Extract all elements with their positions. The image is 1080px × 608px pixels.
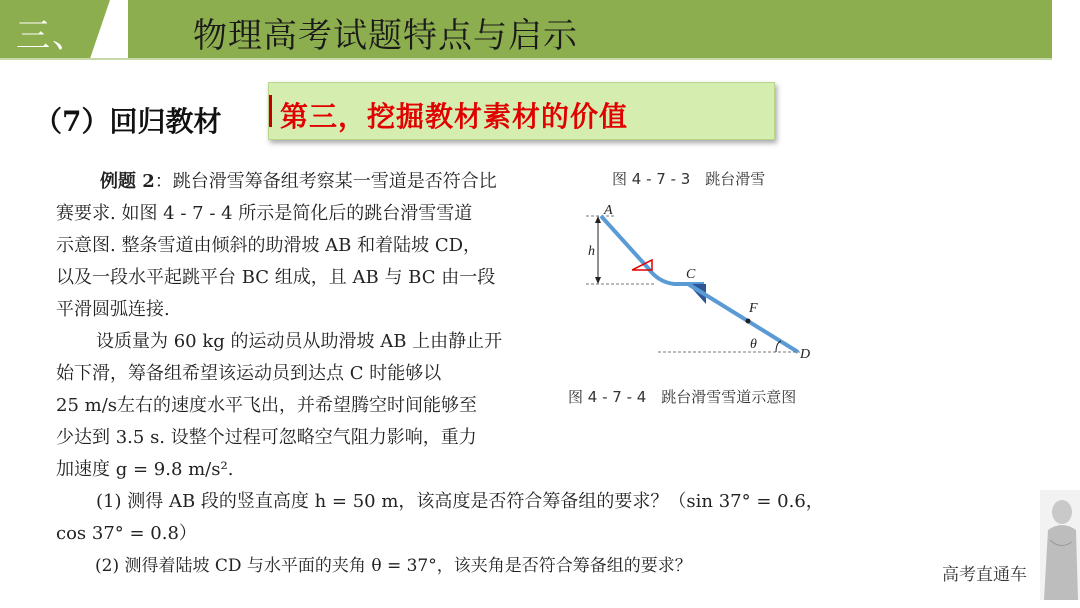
figure-top-caption: 图 4 - 7 - 3 跳台滑雪 <box>612 170 766 188</box>
problem-line: 加速度 g = 9.8 m/s². <box>56 459 234 480</box>
section-number: 三、 <box>16 16 88 56</box>
subheading: （7）回归教材 <box>34 105 222 138</box>
arrow-head <box>595 277 601 284</box>
problem-line: 少达到 3.5 s. 设整个过程可忽略空气阻力影响，重力 <box>56 427 477 448</box>
problem-line <box>100 166 497 199</box>
problem-line: 平滑圆弧连接. <box>56 299 170 320</box>
ski-slope-diagram <box>586 202 826 368</box>
callout-box <box>268 82 775 140</box>
problem-line: 设质量为 60 kg 的运动员从助滑坡 AB 上由静止开 <box>78 331 503 352</box>
page-title: 物理高考试题特点与启示 <box>193 16 578 56</box>
callout-marker <box>269 95 272 127</box>
statue-decoration-icon <box>1040 490 1080 600</box>
callout-text: 第三，挖掘教材素材的价值 <box>280 100 629 133</box>
label-h: h <box>588 244 595 259</box>
label-theta: θ <box>750 337 757 352</box>
header-underline <box>0 58 1052 60</box>
question-1-line-1: (1) 测得 AB 段的竖直高度 h = 50 m，该高度是否符合筹备组的要求？（sin 37° = 0.6， <box>78 491 824 512</box>
label-a: A <box>604 203 613 218</box>
question-1-line-2: cos 37° = 0.8） <box>56 523 197 544</box>
example-label: 例题 2 <box>100 171 155 192</box>
problem-line: 25 m/s左右的速度水平飞出，并希望腾空时间能够至 <box>56 395 477 416</box>
problem-line: 始下滑，筹备组希望该运动员到达点 C 时能够以 <box>56 363 442 384</box>
slope-cd <box>688 284 798 352</box>
problem-line: 以及一段水平起跳平台 BC 组成，且 AB 与 BC 由一段 <box>56 267 496 288</box>
problem-box <box>56 166 848 576</box>
problem-line-text: ：跳台滑雪筹备组考察某一雪道是否符合比 <box>154 171 497 192</box>
watermark-text: 高考直通车 <box>942 565 1027 585</box>
label-d: D <box>800 347 811 362</box>
question-2: (2) 测得着陆坡 CD 与水平面的夹角 θ = 37°，该夹角是否符合筹备组的要求？ <box>78 556 692 576</box>
label-f: F <box>749 301 758 316</box>
point-f <box>746 319 751 324</box>
problem-line: 示意图. 整条雪道由倾斜的助滑坡 AB 和着陆坡 CD， <box>56 235 482 256</box>
figure-bottom-caption: 图 4 - 7 - 4 跳台滑雪雪道示意图 <box>568 388 797 406</box>
problem-line: 赛要求. 如图 4 - 7 - 4 所示是简化后的跳台滑雪雪道 <box>56 203 473 224</box>
label-c: C <box>686 267 696 282</box>
